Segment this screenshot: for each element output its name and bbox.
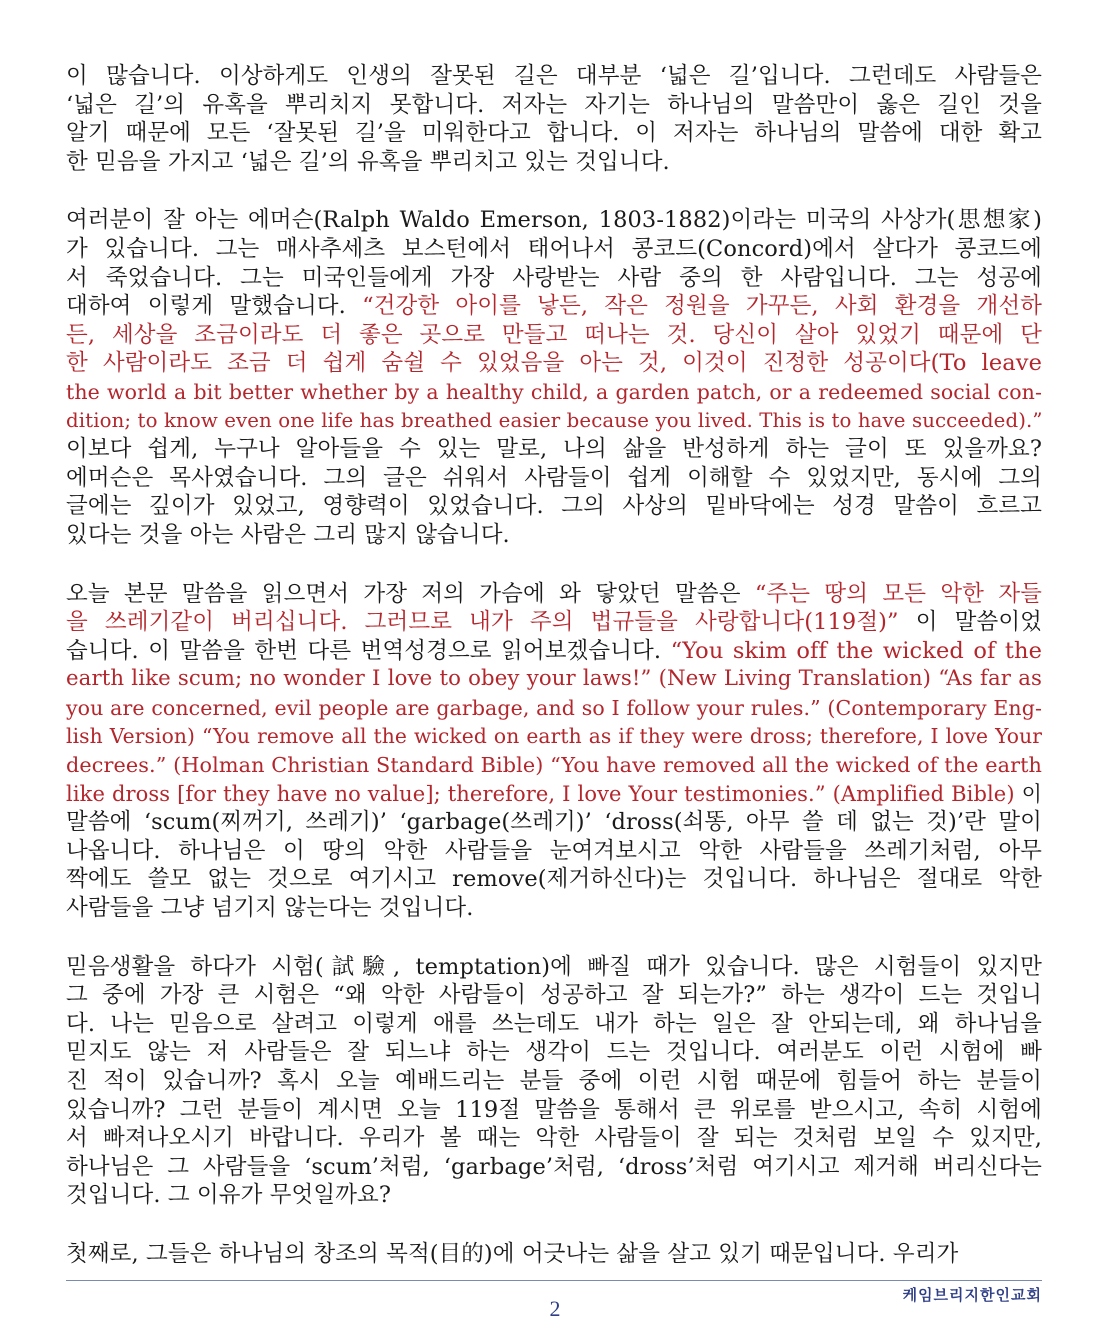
quoted-text: dition; to know even one life has breathed easier because you lived. This is to have succeeded).” [66,408,1043,432]
quoted-text: you are concerned, evil people are garbage, and so I follow your rules.” (Contemporary Eng- [66,695,1042,720]
text-line [66,1038,1042,1067]
body-text: 습니다. 이 말씀을 한번 다른 번역성경으로 읽어보겠습니다. [66,637,671,664]
text-line [66,148,1042,177]
body-text: 있다는 것을 아는 사람은 그리 많지 않습니다. [66,521,510,548]
text-line [66,837,1042,866]
text-line [66,292,1042,321]
paragraph [66,62,1042,176]
body-text: 하나님은 그 사람들을 ‘scum’처럼, ‘garbage’처럼, ‘dross’처럼 여기시고 제거해 버리신다는 [66,1153,1042,1180]
text-line [66,62,1042,91]
page-number: 2 [549,1296,561,1321]
text-line [66,521,1042,550]
text-line [66,1067,1042,1096]
text-line [66,91,1042,120]
body-text: 그 중에 가장 큰 시험은 “왜 악한 사람들이 성공하고 잘 되는가?” 하는 생각이 드는 것입니 [66,982,1042,1009]
text-line [66,608,1042,637]
paragraph [66,1240,1042,1269]
body-text: 믿음생활을 하다가 시험(試驗, temptation)에 빠질 때가 있습니다. 많은 시험들이 있지만 [66,953,1042,980]
text-line [66,264,1042,293]
body-text: 한 믿음을 가지고 ‘넓은 길’의 유혹을 뿌리치고 있는 것입니다. [66,148,670,175]
document-body [66,62,1042,1299]
body-text: 말씀에 ‘scum(찌꺼기, 쓰레기)’ ‘garbage(쓰레기)’ ‘dross(쇠똥, 아무 쓸 데 없는 것)’란 말이 [66,809,1042,836]
text-line [66,321,1042,350]
body-text: 글에는 깊이가 있었고, 영향력이 있었습니다. 그의 사상의 밑바닥에는 성경 말씀이 흐르고 [66,493,1042,520]
quoted-text: earth like scum; no wonder I love to obey your laws!” (New Living Translation) “As far as [66,666,1042,692]
text-line [66,780,1042,809]
text-line [66,407,1042,436]
body-text: 알기 때문에 모든 ‘잘못된 길’을 미워한다고 합니다. 이 저자는 하나님의 말씀에 대한 확고 [66,120,1042,147]
text-line [66,119,1042,148]
quoted-text: “주는 땅의 모든 악한 자들 [754,580,1042,607]
text-line [66,808,1042,837]
body-text: 이 말씀이었 [898,609,1042,636]
quoted-text: the world a bit better whether by a healthy child, a garden patch, or a redeemed social con- [66,379,1042,404]
body-text: 이 많습니다. 이상하게도 인생의 잘못된 길은 대부분 ‘넓은 길’입니다. 그런데도 사람들은 [66,63,1042,89]
text-line [66,1240,1042,1269]
text-line [66,894,1042,923]
text-line [66,953,1042,982]
body-text: 사람들을 그냥 넘기지 않는다는 것입니다. [66,895,474,922]
body-text: ‘넓은 길’의 유혹을 뿌리치지 못합니다. 저자는 자기는 하나님의 말씀만이 옳은 길인 것을 [66,91,1042,118]
text-line [66,1096,1042,1125]
body-text: 나옵니다. 하나님은 이 땅의 악한 사람들을 눈여겨보시고 악한 사람들을 쓰레기처럼, 아무 [66,837,1042,864]
quoted-text: “건강한 아이를 낳든, 작은 정원을 가꾸든, 사회 환경을 개선하 [362,293,1042,320]
paragraph [66,206,1042,549]
text-line [66,378,1042,407]
church-name: 케임브리지한인교회 [902,1286,1042,1304]
body-text: 대하여 이렇게 말했습니다. [66,293,363,320]
body-text: 서 빠져나오시기 바랍니다. 우리가 볼 때는 악한 사람들이 잘 되는 것처럼 보일 수 있지만, [66,1125,1042,1152]
body-text: 첫째로, 그들은 하나님의 창조의 목적(目的)에 어긋나는 삶을 살고 있기 때문입니다. 우리가 [66,1240,959,1267]
quoted-text: 을 쓰레기같이 버리십니다. 그러므로 내가 주의 법규들을 사랑합니다(119절)” [66,609,899,636]
body-text: 서 죽었습니다. 그는 미국인들에게 가장 사랑받는 사람 중의 한 사람입니다. 그는 성공에 [66,264,1042,291]
quoted-text: lish Version) “You remove all the wicked on earth as if they were dross; therefore, I love Your [66,724,1042,749]
text-line [66,1153,1042,1182]
body-text: 다. 나는 믿음으로 살려고 이렇게 애를 쓰는데도 내가 하는 일은 잘 안되는데, 왜 하나님을 [66,1010,1042,1037]
body-text: 진 적이 있습니까? 혹시 오늘 예배드리는 분들 중에 이런 시험 때문에 힘들어 하는 분들이 [66,1068,1042,1094]
text-line [66,349,1042,378]
body-text: 오늘 본문 말씀을 읽으면서 가장 저의 가슴에 와 닿았던 말씀은 [66,580,755,607]
quoted-text: decrees.” (Holman Christian Standard Bible) “You have removed all the wicked of the earth [66,753,1042,778]
text-line [66,206,1042,235]
text-line [66,580,1042,609]
footer-divider [66,1280,1042,1281]
body-text: 이보다 쉽게, 누구나 알아들을 수 있는 말로, 나의 삶을 반성하게 하는 글이 또 있을까요? [66,436,1042,463]
text-line [66,637,1042,666]
body-text: 짝에도 쓸모 없는 것으로 여기시고 remove(제거하신다)는 것입니다. 하나님은 절대로 악한 [66,866,1042,893]
paragraph [66,580,1042,923]
text-line [66,751,1042,780]
text-line [66,464,1042,493]
text-line [66,235,1042,264]
quoted-text: “You skim off the wicked of the [670,637,1043,664]
body-text: 이 [1014,781,1042,806]
body-text: 에머슨은 목사였습니다. 그의 글은 쉬워서 사람들이 쉽게 이해할 수 있었지만, 동시에 그의 [66,464,1042,491]
text-line [66,665,1042,694]
text-line [66,1124,1042,1153]
body-text: 가 있습니다. 그는 매사추세츠 보스턴에서 태어나서 콩코드(Concord)에서 살다가 콩코드에 [66,235,1042,262]
text-line [66,981,1042,1010]
text-line [66,1010,1042,1039]
body-text: 것입니다. 그 이유가 무엇일까요? [66,1182,392,1209]
body-text: 있습니까? 그런 분들이 계시면 오늘 119절 말씀을 통해서 큰 위로를 받으시고, 속히 시험에 [66,1096,1042,1123]
body-text: 믿지도 않는 저 사람들은 잘 되느냐 하는 생각이 드는 것입니다. 여러분도 이런 시험에 빠 [66,1039,1042,1066]
text-line [66,865,1042,894]
text-line [66,492,1042,521]
text-line [66,722,1042,751]
text-line [66,1181,1042,1210]
paragraph [66,953,1042,1210]
quoted-text: 든, 세상을 조금이라도 더 좋은 곳으로 만들고 떠나는 것. 당신이 살아 있었기 때문에 단 [66,321,1042,348]
text-line [66,694,1042,723]
quoted-text: 한 사람이라도 조금 더 쉽게 숨쉴 수 있었음을 아는 것, 이것이 진정한 성공이다(To leave [66,350,1042,377]
text-line [66,435,1042,464]
body-text: 여러분이 잘 아는 에머슨(Ralph Waldo Emerson, 1803-1882)이라는 미국의 사상가(思想家) [66,207,1042,234]
quoted-text: like dross [for they have no value]; therefore, I love Your testimonies.” (Amplified Bible) [66,781,1015,806]
